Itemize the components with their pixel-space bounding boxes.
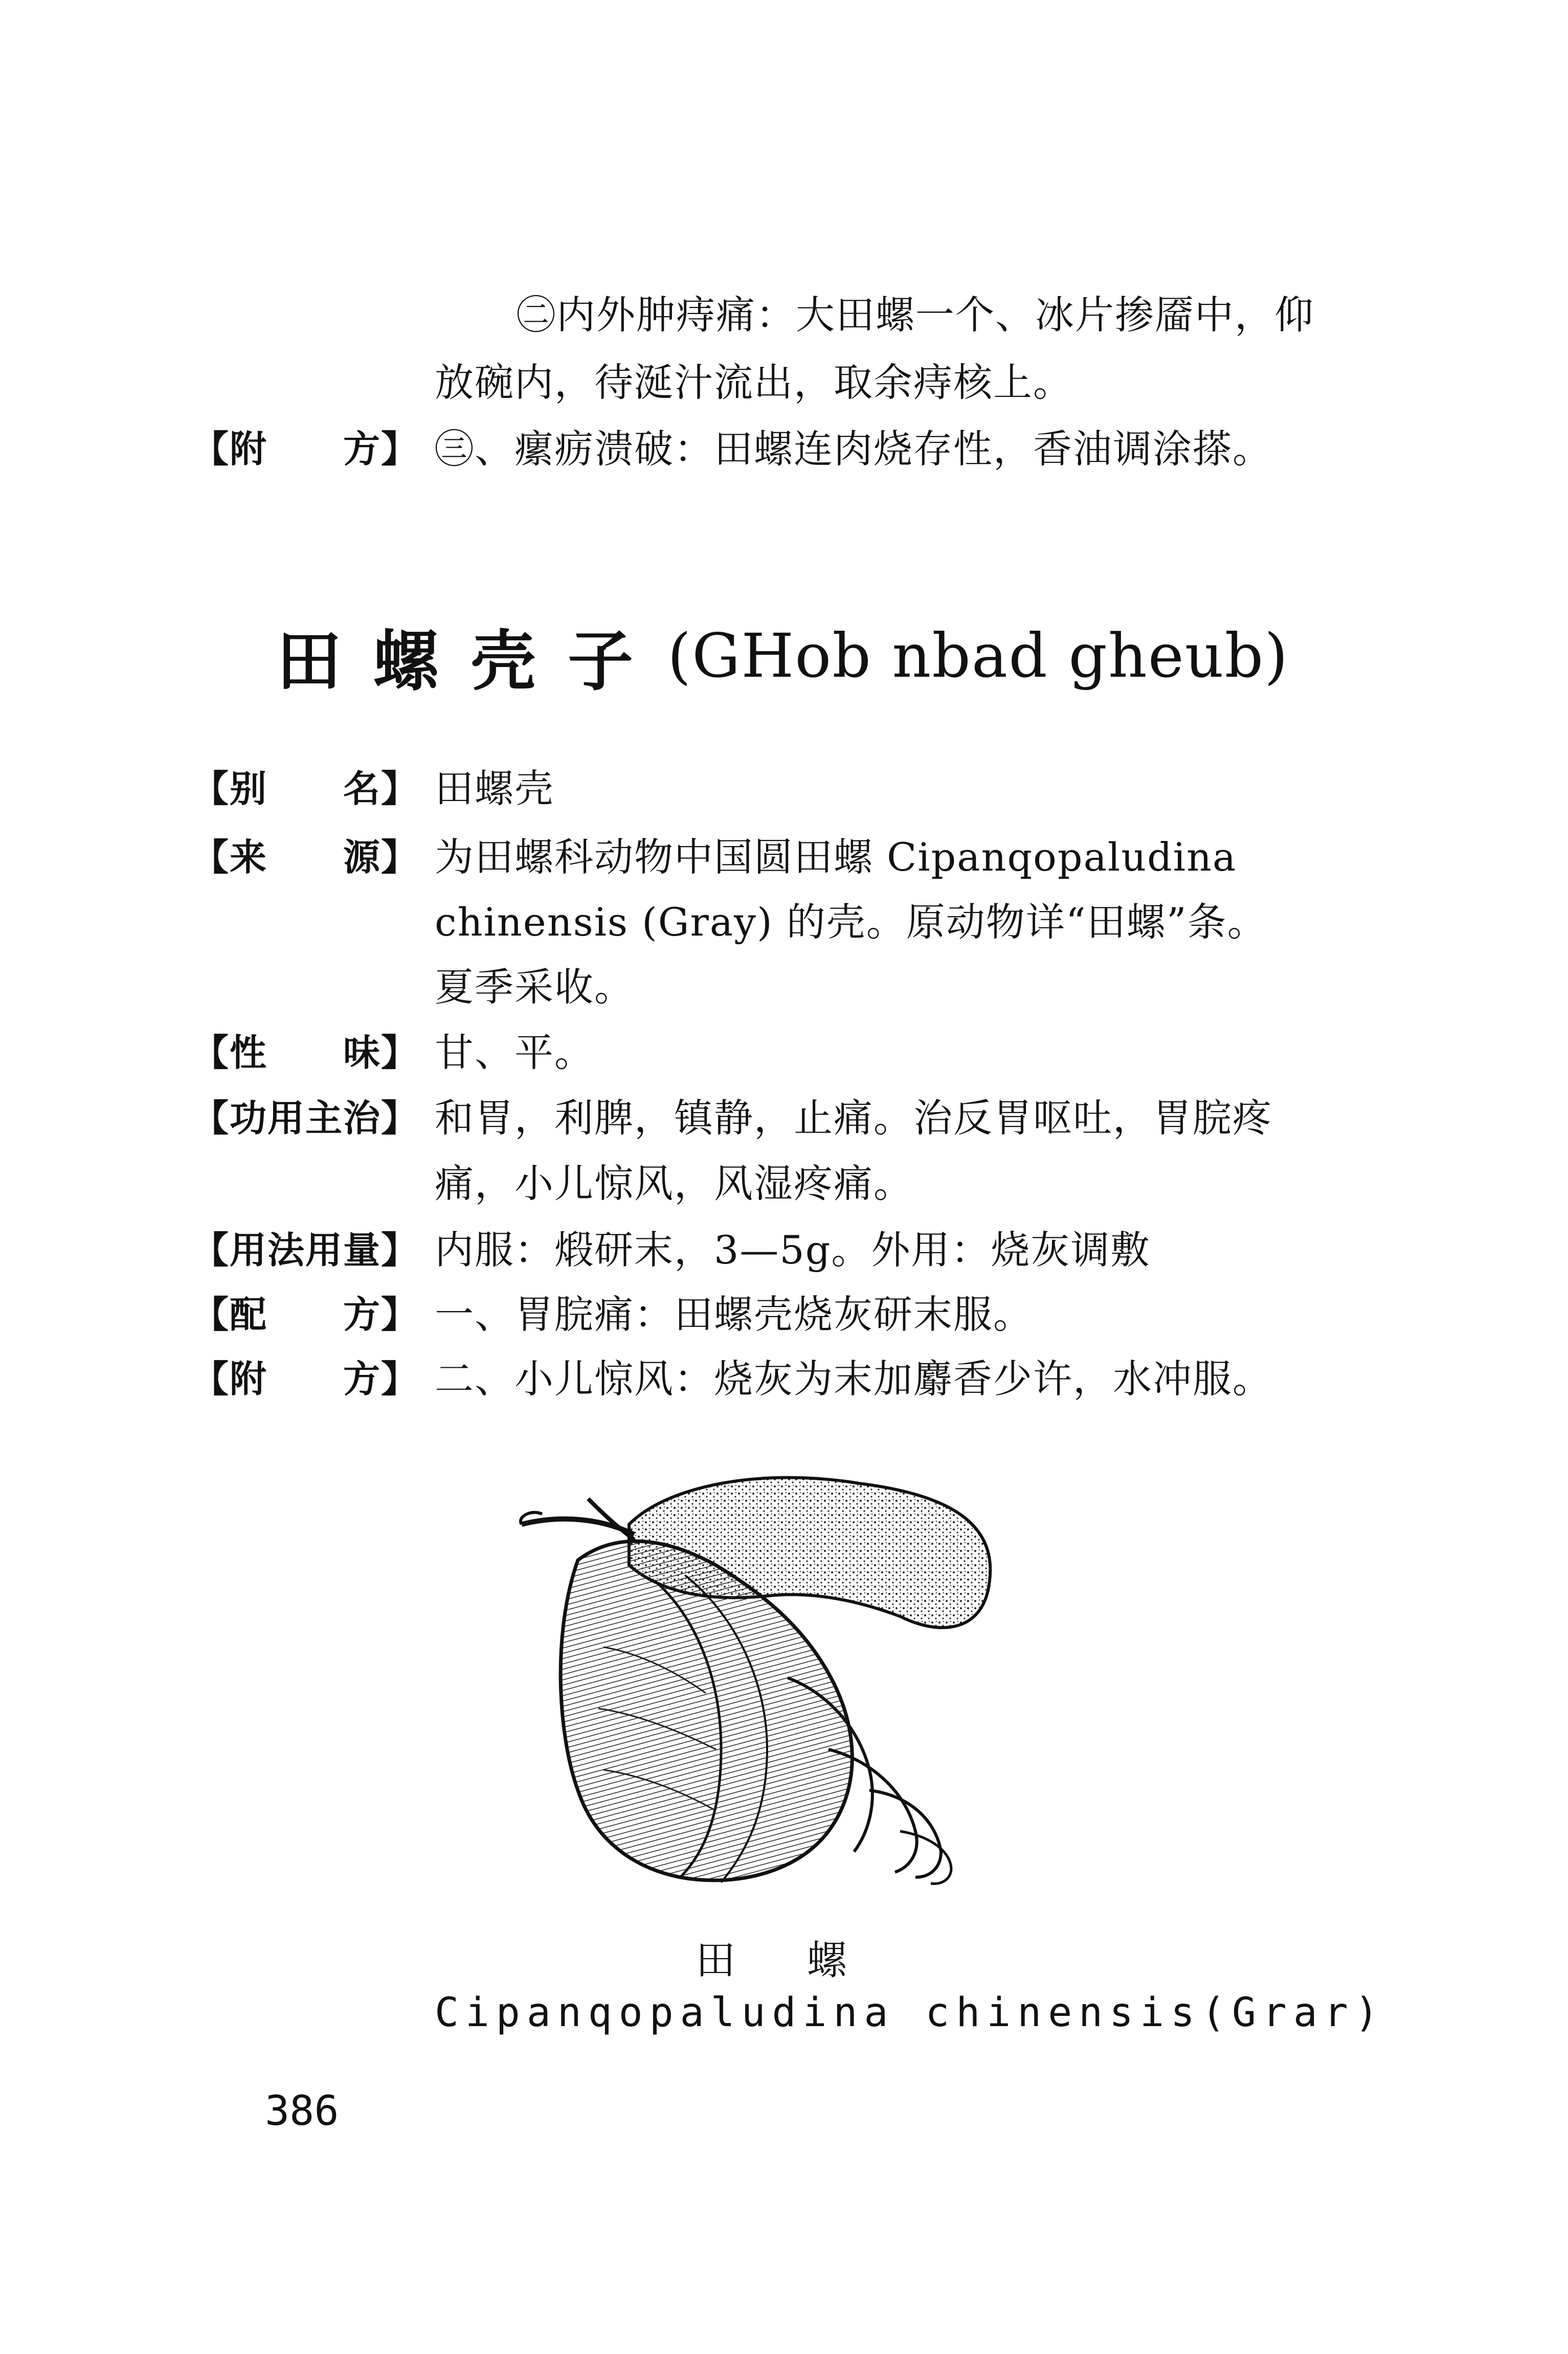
yong-fa-text: 内服：煅研末，3—5g。外用：烧灰调敷 [435, 1227, 1151, 1273]
lai-yuan-line-1: 为田螺科动物中国圆田螺 Cipanqopaludina [435, 834, 1237, 880]
prev-entry-line-2: 放碗内，待涎汁流出，取余痔核上。 [435, 360, 1073, 405]
gong-yong-line-1: 和胃，利脾，镇静，止痛。治反胃呕吐，胃脘疼 [435, 1095, 1272, 1141]
fu-fang-text: 二、小儿惊风：烧灰为末加麝香少许，水冲服。 [435, 1356, 1272, 1402]
entry-title-chinese: 田螺壳子 [276, 624, 665, 700]
figure-caption-chinese: 田螺 [696, 1938, 919, 1984]
pei-fang-text: 一、胃脘痛：田螺壳烧灰研末服。 [435, 1292, 1033, 1337]
gong-yong-line-2: 痛，小儿惊风，风湿疼痛。 [435, 1161, 913, 1206]
figure-caption-latin: Cipanqopaludina chinensis(Grar) [435, 1990, 1385, 2036]
prev-fu-fang-text: ㊂、瘰疬溃破：田螺连肉烧存性，香油调涂搽。 [435, 426, 1272, 472]
xing-wei-text: 甘、平。 [435, 1030, 594, 1075]
snail-illustration [501, 1463, 1007, 1908]
lai-yuan-line-2: chinensis (Gray) 的壳。原动物详“田螺”条。 [435, 899, 1267, 945]
entry-title [276, 609, 1289, 703]
bie-ming-text: 田螺壳 [435, 766, 554, 811]
prev-entry-line-1: ㊁内外肿痔痛：大田螺一个、冰片掺靥中，仰 [517, 292, 1314, 338]
entry-title-pinyin: (GHob nbad gheub) [667, 620, 1289, 691]
lai-yuan-line-3: 夏季采收。 [435, 964, 634, 1010]
book-page: ㊁内外肿痔痛：大田螺一个、冰片掺靥中，仰 放碗内，待涎汁流出，取余痔核上。 【附 方】 ㊂、瘰疬溃破：田螺连肉烧存性，香油调涂搽。 田螺壳子 (GHob nbad gheub) 【别 名】 田螺壳 【来 源】 为田螺科动物中国圆田螺 Cipanqopaludina chinensis (Gray) 的壳。原动物详“田螺”条。 夏季采收。 【性 味】 甘、平。 【功用主治】 和胃，利脾，镇静，止痛。治反胃呕吐，胃脘疼 痛，小儿惊风，风湿疼痛。 【用法用量】 内服：煅研末，3—5g。外用：烧灰调敷 【配 方】 一、胃脘痛：田螺壳烧灰研末服。 【附 方】 二、小儿惊风：烧灰为末加麝香少许，水冲服。 田螺 Cipanqopaludina chinensis(Grar) 386 [0, 0, 1568, 2354]
page-number: 386 [265, 2087, 339, 2135]
